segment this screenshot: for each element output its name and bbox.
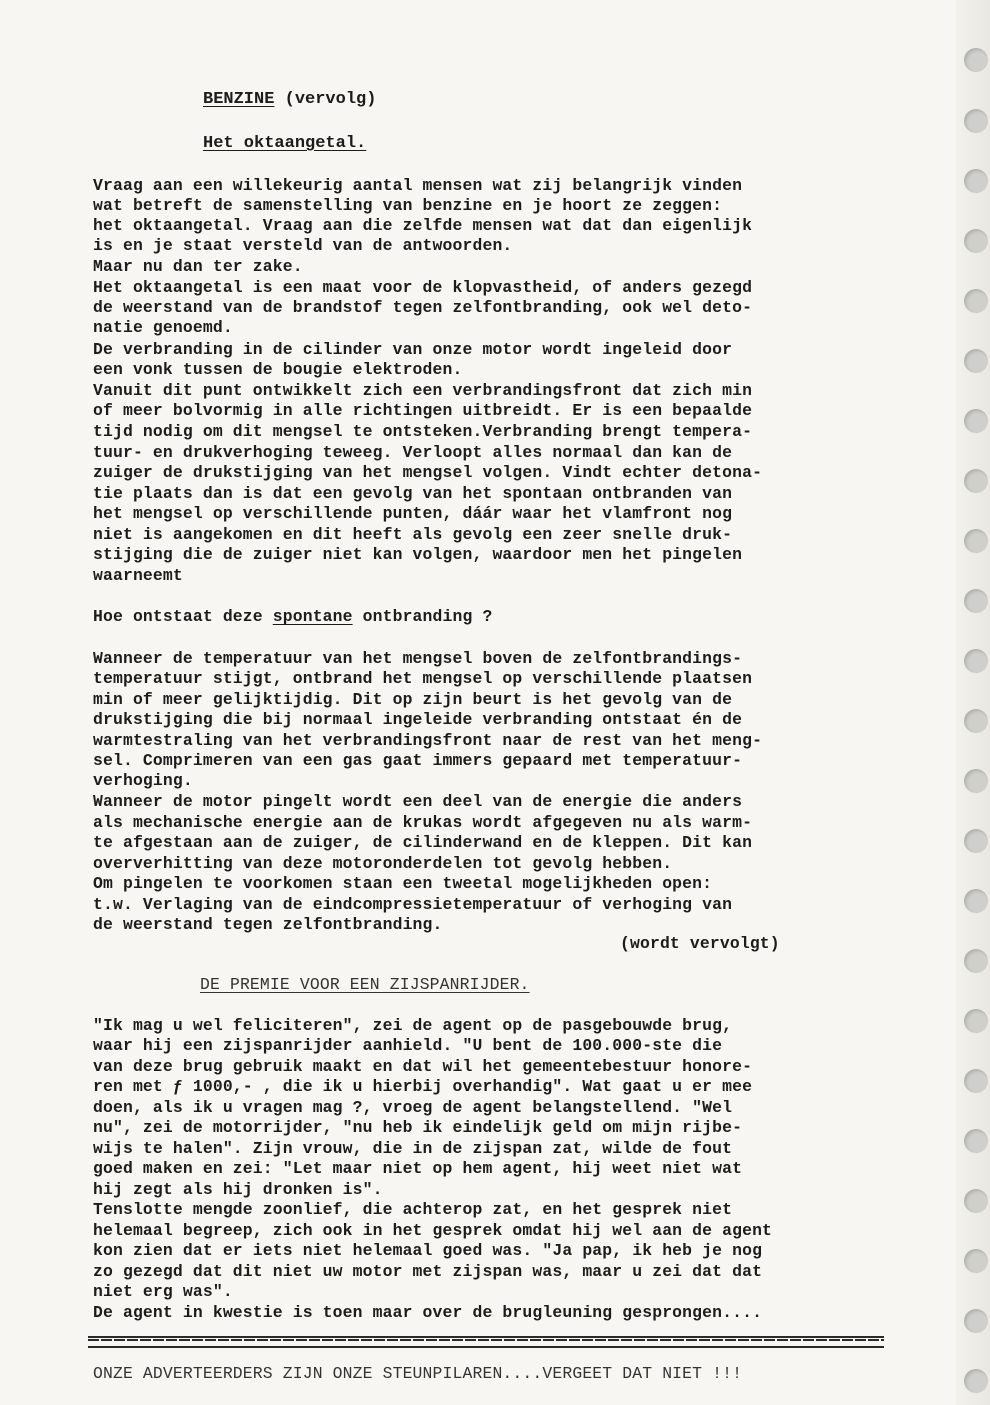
text-line: tijd nodig om dit mengsel te ontsteken.Verbranding brengt tempera- [93,422,753,441]
text-line: De verbranding in de cilinder van onze motor wordt ingeleid door [93,340,733,359]
text-line: Het oktaangetal is een maat voor de klopvastheid, of anders gezegd [93,278,753,297]
text-line: t.w. Verlaging van de eindcompressietemperatuur of verhoging van [93,895,733,914]
text-line: het oktaangetal. Vraag aan die zelfde mensen wat dat dan eigenlijk [93,216,753,235]
text-line: "Ik mag u wel feliciteren", zei de agent op de pasgebouwde brug, [93,1016,733,1035]
text-line: verhoging. [93,771,193,790]
binder-hole [964,469,988,493]
binder-hole [964,1189,988,1213]
text-line: kon zien dat er iets niet helemaal goed was. "Ja pap, ik heb je nog [93,1241,763,1260]
text-line: drukstijging die bij normaal ingeleide verbranding ontstaat én de [93,710,743,729]
text-line: sel. Comprimeren van een gas gaat immers gepaard met temperatuur- [93,751,743,770]
binder-hole [964,349,988,373]
section-subtitle: Het oktaangetal. [203,134,367,153]
binder-hole [964,1129,988,1153]
question-line [93,607,492,627]
text-line: Vanuit dit punt ontwikkelt zich een verbrandingsfront dat zich min [93,381,753,400]
title-rest: (vervolg) [274,90,377,109]
text-line: Wanneer de motor pingelt wordt een deel van de energie die anders [93,792,743,811]
text-line: de weerstand tegen zelfontbranding. [93,915,443,934]
text-line: niet erg was". [93,1282,233,1301]
page-title [203,90,376,110]
text-line: Om pingelen te voorkomen staan een tweetal mogelijkheden open: [93,874,713,893]
binder-hole [964,109,988,133]
text-line: Maar nu dan ter zake. [93,257,303,276]
footer-slogan: ONZE ADVERTEERDERS ZIJN ONZE STEUNPILAREN....VERGEET DAT NIET !!! [93,1364,743,1383]
section-title-sidecar: DE PREMIE VOOR EEN ZIJSPANRIJDER. [200,975,530,994]
text-line: wat betreft de samenstelling van benzine en je hoort ze zeggen: [93,196,723,215]
text-line: als mechanische energie aan de krukas wordt afgegeven nu als warm- [93,813,753,832]
binder-hole [964,1069,988,1093]
title-underlined: BENZINE [203,90,275,109]
text-line: is en je staat versteld van de antwoorden. [93,236,513,255]
binder-hole [964,1009,988,1033]
binder-hole [964,229,988,253]
text-line: helemaal begreep, zich ook in het gesprek omdat hij wel aan de agent [93,1221,773,1240]
continued-note: (wordt vervolgt) [620,934,780,953]
binder-hole [964,649,988,673]
text-line: natie genoemd. [93,318,233,337]
text-line: Vraag aan een willekeurig aantal mensen wat zij belangrijk vinden [93,176,743,195]
text-line: waar hij een zijspanrijder aanhield. "U bent de 100.000-ste die [93,1036,723,1055]
text-line: of meer bolvormig in alle richtingen uitbreidt. Er is een bepaalde [93,401,753,420]
binder-hole [964,1309,988,1333]
text-line: temperatuur stijgt, ontbrand het mengsel op verschillende plaatsen [93,669,753,688]
text-line: doen, als ik u vragen mag ?, vroeg de agent belangstellend. "Wel [93,1098,733,1117]
text-line: van deze brug gebruik maakt en dat wil het gemeentebestuur honore- [93,1057,753,1076]
question-before: Hoe ontstaat deze [93,607,273,626]
text-line: nu", zei de motorrijder, "nu heb ik eindelijk geld om mijn rijbe- [93,1118,743,1137]
binder-hole [964,1369,988,1393]
text-line: Wanneer de temperatuur van het mengsel boven de zelfontbrandings- [93,649,743,668]
text-line: oververhitting van deze motoronderdelen tot gevolg hebben. [93,854,673,873]
binder-hole [964,949,988,973]
binder-edge [956,0,990,1405]
binder-hole [964,709,988,733]
question-underlined: spontane [272,607,353,626]
binder-hole [964,769,988,793]
text-line: te afgestaan aan de zuiger, de cilinderwand en de kleppen. Dit kan [93,833,753,852]
question-after: ontbranding ? [352,607,493,626]
text-line: ren met ƒ 1000,- , die ik u hierbij overhandig". Wat gaat u er mee [93,1077,753,1096]
binder-hole [964,889,988,913]
binder-hole [964,409,988,433]
text-line: niet is aangekomen en dit heeft als gevolg een zeer snelle druk- [93,525,733,544]
text-line: zuiger de drukstijging van het mengsel volgen. Vindt echter detona- [93,463,763,482]
text-line: tie plaats dan is dat een gevolg van het spontaan ontbranden van [93,484,733,503]
binder-hole [964,829,988,853]
binder-hole [964,289,988,313]
text-line: een vonk tussen de bougie elektroden. [93,360,463,379]
text-line: stijging die de zuiger niet kan volgen, waardoor men het pingelen [93,545,743,564]
text-line: tuur- en drukverhoging teweeg. Verloopt alles normaal dan kan de [93,443,733,462]
text-line: het mengsel op verschillende punten, dáár waar het vlamfront nog [93,504,733,523]
text-line: de weerstand van de brandstof tegen zelfontbranding, ook wel deto- [93,298,753,317]
binder-hole [964,589,988,613]
binder-hole [964,169,988,193]
double-rule-divider [88,1336,884,1348]
text-line: zo gezegd dat dit niet uw motor met zijspan was, maar u zei dat dat [93,1262,763,1281]
binder-hole [964,1249,988,1273]
text-line: goed maken en zei: "Let maar niet op hem agent, hij weet niet wat [93,1159,743,1178]
text-line: Tenslotte mengde zoonlief, die achterop zat, en het gesprek niet [93,1200,733,1219]
text-line: hij zegt als hij dronken is". [93,1180,383,1199]
binder-hole [964,48,988,72]
text-line: waarneemt [93,566,183,585]
text-line: De agent in kwestie is toen maar over de brugleuning gesprongen.... [93,1303,763,1322]
text-line: min of meer gelijktijdig. Dit op zijn beurt is het gevolg van de [93,690,733,709]
binder-hole [964,529,988,553]
text-line: warmtestraling van het verbrandingsfront naar de rest van het meng- [93,731,763,750]
text-line: wijs te halen". Zijn vrouw, die in de zijspan zat, wilde de fout [93,1139,733,1158]
